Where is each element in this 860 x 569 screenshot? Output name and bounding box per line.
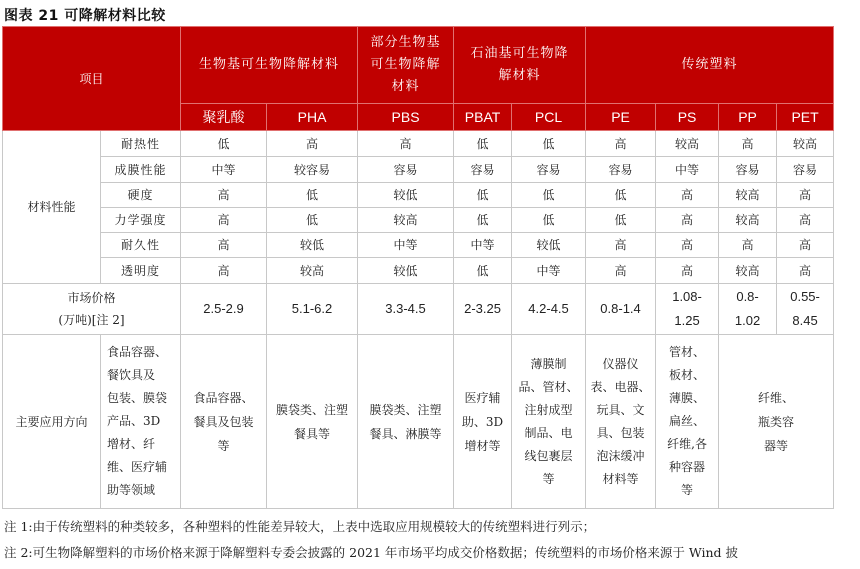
price-cell: 0.8-1.4: [586, 284, 656, 335]
table-cell: 容易: [719, 157, 777, 183]
note-1: 注 1:由于传统塑料的种类较多，各种塑料的性能差异较大，上表中选取应用规模较大的传统塑料进行列示；: [4, 519, 596, 534]
table-cell: 较低: [358, 258, 454, 284]
table-cell: 高: [656, 233, 719, 258]
application-main-cell: 食品容器、 餐饮具及 包装、膜袋 产品、3D 增材、纤 维、医疗辅 助等领域: [101, 335, 181, 509]
table-cell: 低: [454, 131, 512, 157]
table-cell: 高: [719, 233, 777, 258]
price-row: [3, 284, 834, 335]
table-cell: 高: [181, 183, 267, 208]
application-cell-pe: 仪器仪 表、电器、 玩具、文 具、包装 泡沫缓冲 材料等: [586, 335, 656, 509]
price-cell: 2-3.25: [454, 284, 512, 335]
table-cell: 较高: [777, 131, 834, 157]
price-cell-pp: 0.8- 1.02: [719, 284, 777, 335]
header-group-bio: 生物基可生物降解材料: [181, 27, 358, 104]
header-group-partbio: 部分生物基 可生物降解 材料: [358, 27, 454, 104]
table-cell: 低: [512, 131, 586, 157]
header-material-pla: 聚乳酸: [181, 104, 267, 131]
chart-title: 图表 21 可降解材料比较: [4, 8, 166, 24]
table-cell: 中等: [512, 258, 586, 284]
table-cell: 容易: [512, 157, 586, 183]
table-row: [3, 208, 834, 233]
price-cell: 4.2-4.5: [512, 284, 586, 335]
table-row: [3, 233, 834, 258]
table-cell: 低: [586, 183, 656, 208]
header-item-label: 项目: [79, 71, 104, 86]
table-cell: 高: [586, 233, 656, 258]
header-material-pet: PET: [777, 104, 834, 131]
table-cell: 低: [512, 183, 586, 208]
header-material-pe: PE: [586, 104, 656, 131]
header-row-groups: [3, 27, 834, 104]
table-cell: 低: [454, 208, 512, 233]
table-cell: 较高: [719, 208, 777, 233]
attr-label: 耐热性: [101, 131, 181, 157]
table-cell: 高: [358, 131, 454, 157]
table-cell: 高: [656, 258, 719, 284]
table-cell: 低: [267, 208, 358, 233]
table-cell: 较低: [512, 233, 586, 258]
table-cell: 高: [777, 258, 834, 284]
table-cell: 较高: [656, 131, 719, 157]
note-2: 注 2:可生物降解塑料的市场价格来源于降解塑料专委会披露的 2021 年市场平均成交价格数据；传统塑料的市场价格来源于 Wind 披: [4, 545, 739, 560]
price-cell-pet: 0.55- 8.45: [777, 284, 834, 335]
table-cell: 高: [586, 131, 656, 157]
application-cell-pla: 食品容器、 餐具及包装 等: [181, 335, 267, 509]
header-material-pbs: PBS: [358, 104, 454, 131]
table-cell: 高: [181, 233, 267, 258]
application-cell-pha: 膜袋类、注塑 餐具等: [267, 335, 358, 509]
attr-label: 耐久性: [101, 233, 181, 258]
header-material-pcl: PCL: [512, 104, 586, 131]
table-cell: 中等: [454, 233, 512, 258]
table-cell: 容易: [454, 157, 512, 183]
table-cell: 较高: [719, 258, 777, 284]
price-cell: 2.5-2.9: [181, 284, 267, 335]
header-material-pp: PP: [719, 104, 777, 131]
header-item-cell: [3, 27, 181, 131]
application-cell-pbat: 医疗辅 助、3D 增材等: [454, 335, 512, 509]
table-row: [3, 131, 834, 157]
table-cell: 低: [586, 208, 656, 233]
table-row: [3, 157, 834, 183]
table-cell: 高: [656, 208, 719, 233]
table-cell: 低: [267, 183, 358, 208]
table-cell: 低: [512, 208, 586, 233]
application-cell-pp-pet: 纤维、 瓶类容 器等: [719, 335, 834, 509]
price-cell: 3.3-4.5: [358, 284, 454, 335]
table-cell: 中等: [181, 157, 267, 183]
table-cell: 中等: [358, 233, 454, 258]
header-group-trad: 传统塑料: [586, 27, 834, 104]
application-cell-pbs: 膜袋类、注塑 餐具、淋膜等: [358, 335, 454, 509]
attr-label: 透明度: [101, 258, 181, 284]
table-cell: 较低: [358, 183, 454, 208]
table-cell: 容易: [586, 157, 656, 183]
header-material-ps: PS: [656, 104, 719, 131]
table-cell: 容易: [777, 157, 834, 183]
table-cell: 高: [777, 183, 834, 208]
header-group-petro: 石油基可生物降 解材料: [454, 27, 586, 104]
application-cell-pcl: 薄膜制 品、管材、 注射成型 制品、电 线包裹层 等: [512, 335, 586, 509]
table-cell: 低: [454, 258, 512, 284]
table-cell: 容易: [358, 157, 454, 183]
table-cell: 中等: [656, 157, 719, 183]
price-cell: 5.1-6.2: [267, 284, 358, 335]
attr-label: 力学强度: [101, 208, 181, 233]
application-cell-ps: 管材、 板材、 薄膜、 扁丝、 纤维,各 种容器 等: [656, 335, 719, 509]
application-label: 主要应用方向: [3, 335, 101, 509]
performance-label: 材料性能: [3, 131, 101, 284]
application-row: [3, 335, 834, 509]
table-cell: 较高: [267, 258, 358, 284]
attr-label: 硬度: [101, 183, 181, 208]
table-cell: 高: [656, 183, 719, 208]
table-cell: 高: [586, 258, 656, 284]
table-cell: 较高: [358, 208, 454, 233]
table-cell: 高: [777, 208, 834, 233]
table-cell: 高: [267, 131, 358, 157]
attr-label: 成膜性能: [101, 157, 181, 183]
table-cell: 低: [181, 131, 267, 157]
price-label: 市场价格 (万吨)[注 2]: [3, 284, 181, 335]
table-cell: 较低: [267, 233, 358, 258]
table-row: [3, 258, 834, 284]
table-cell: 高: [719, 131, 777, 157]
table-cell: 较高: [719, 183, 777, 208]
table-cell: 低: [454, 183, 512, 208]
price-cell-ps: 1.08- 1.25: [656, 284, 719, 335]
table-row: [3, 183, 834, 208]
header-material-pbat: PBAT: [454, 104, 512, 131]
comparison-table: [2, 26, 834, 509]
table-cell: 高: [181, 258, 267, 284]
table-cell: 高: [777, 233, 834, 258]
header-material-pha: PHA: [267, 104, 358, 131]
table-cell: 较容易: [267, 157, 358, 183]
table-cell: 高: [181, 208, 267, 233]
